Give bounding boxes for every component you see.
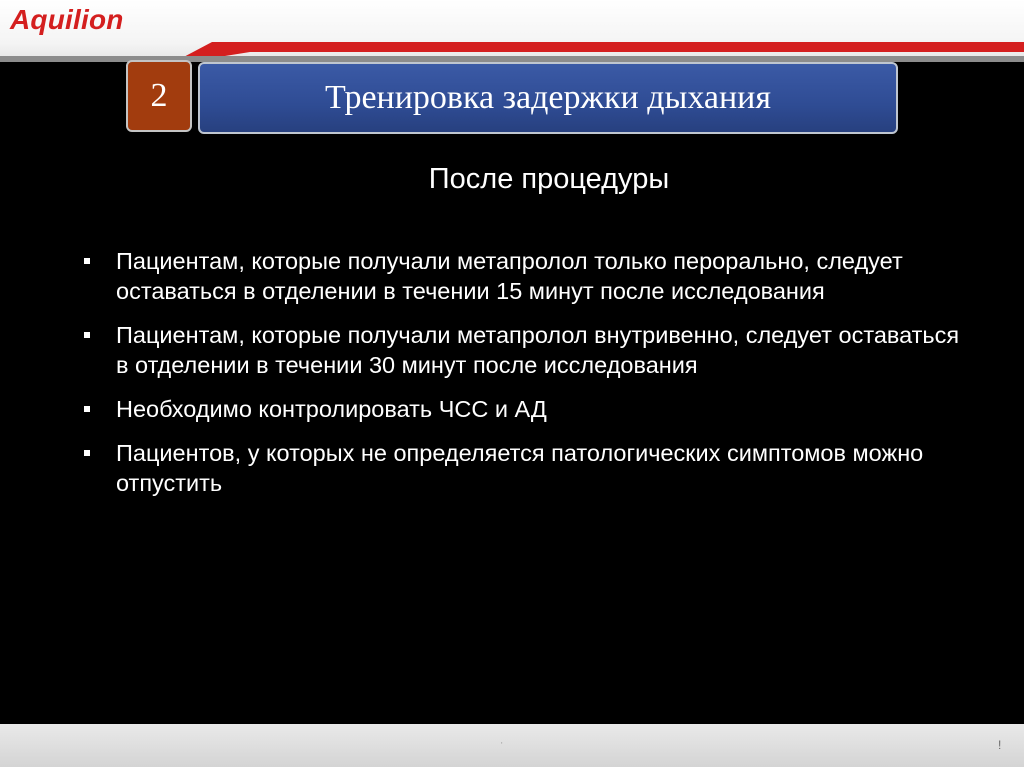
bullet-text: Пациентов, у которых не определяется патологических симптомов можно отпустить [116,440,924,496]
bullet-item [84,246,974,306]
bullet-item [84,320,974,380]
slide-title: Тренировка задержки дыхания [198,62,898,134]
brand-logo: Aquilion [10,4,124,35]
square-bullet-icon [84,450,90,456]
bullet-item [84,438,974,498]
header-decoration [0,38,1024,62]
square-bullet-icon [84,258,90,264]
bullet-text: Пациентам, которые получали метапролол только перорально, следует оставаться в отделении в течении 15 минут после исследования [116,248,903,304]
bullet-text: Необходимо контролировать ЧСС и АД [116,396,547,422]
square-bullet-icon [84,332,90,338]
bullet-list [84,246,974,512]
bullet-item [84,394,974,424]
bullet-text: Пациентам, которые получали метапролол внутривенно, следует оставаться в отделении в течении 30 минут после исследования [116,322,960,378]
slide-footer [0,724,1024,767]
slide-subtitle: После процедуры [428,163,670,195]
square-bullet-icon [84,406,90,412]
footer-mark: ! [998,738,1002,752]
slide-number-badge: 2 [126,60,192,132]
slide-header [0,0,1024,62]
footer-dot: ' [501,741,503,750]
